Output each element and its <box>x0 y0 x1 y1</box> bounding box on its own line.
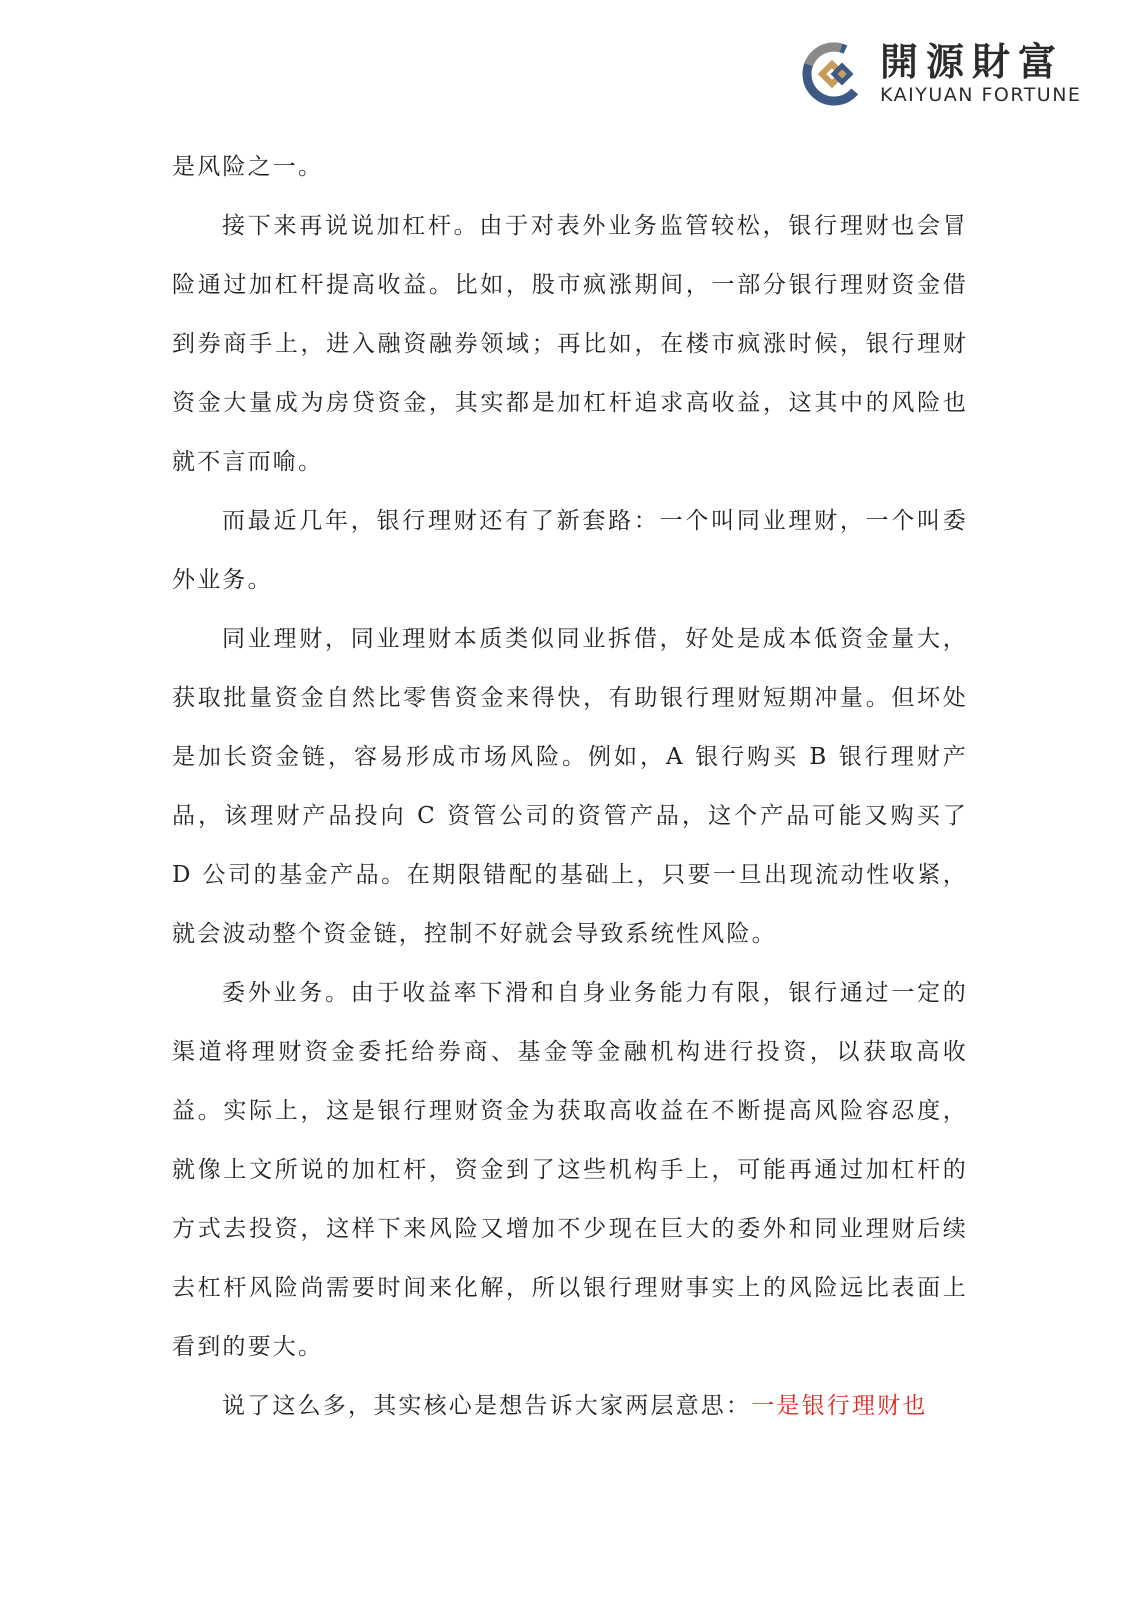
paragraph-6-text: 说了这么多，其实核心是想告诉大家两层意思： <box>222 1393 752 1419</box>
article-body <box>172 138 968 1436</box>
kaiyuan-logo-icon <box>800 40 868 108</box>
paragraph-2: 接下来再说说加杠杆。由于对表外业务监管较松，银行理财也会冒险通过加杠杆提高收益。比如，股市疯涨期间，一部分银行理财资金借到券商手上，进入融资融券领域；再比如，在楼市疯涨时候，银行理财资金大量成为房贷资金，其实都是加杠杆追求高收益，这其中的风险也就不言而喻。 <box>172 213 968 475</box>
paragraph-1: 是风险之一。 <box>172 154 324 180</box>
paragraph-5: 委外业务。由于收益率下滑和自身业务能力有限，银行通过一定的渠道将理财资金委托给券商、基金等金融机构进行投资，以获取高收益。实际上，这是银行理财资金为获取高收益在不断提高风险容忍度，就像上文所说的加杠杆，资金到了这些机构手上，可能再通过加杠杆的方式去投资，这样下来风险又增加不少现在巨大的委外和同业理财后续去杠杆风险尚需要时间来化解，所以银行理财事实上的风险远比表面上看到的要大。 <box>172 980 968 1360</box>
paragraph-4: 同业理财，同业理财本质类似同业拆借，好处是成本低资金量大，获取批量资金自然比零售资金来得快，有助银行理财短期冲量。但坏处是加长资金链，容易形成市场风险。例如，A 银行购买 B 银行理财产品，该理财产品投向 C 资管公司的资管产品，这个产品可能又购买了 D 公司的基金产品。在期限错配的基础上，只要一旦出现流动性收紧，就会波动整个资金链，控制不好就会导致系统性风险。 <box>172 626 968 947</box>
paragraph-6-highlight: 一是银行理财也 <box>751 1393 928 1419</box>
logo-chinese-name: 開源財富 <box>880 40 1065 84</box>
paragraph-3: 而最近几年，银行理财还有了新套路：一个叫同业理财，一个叫委外业务。 <box>172 508 968 593</box>
kaiyuan-fortune-logo <box>800 40 1100 110</box>
logo-english-name: KAIYUAN FORTUNE <box>880 84 1082 106</box>
paragraph-6 <box>172 1377 968 1436</box>
